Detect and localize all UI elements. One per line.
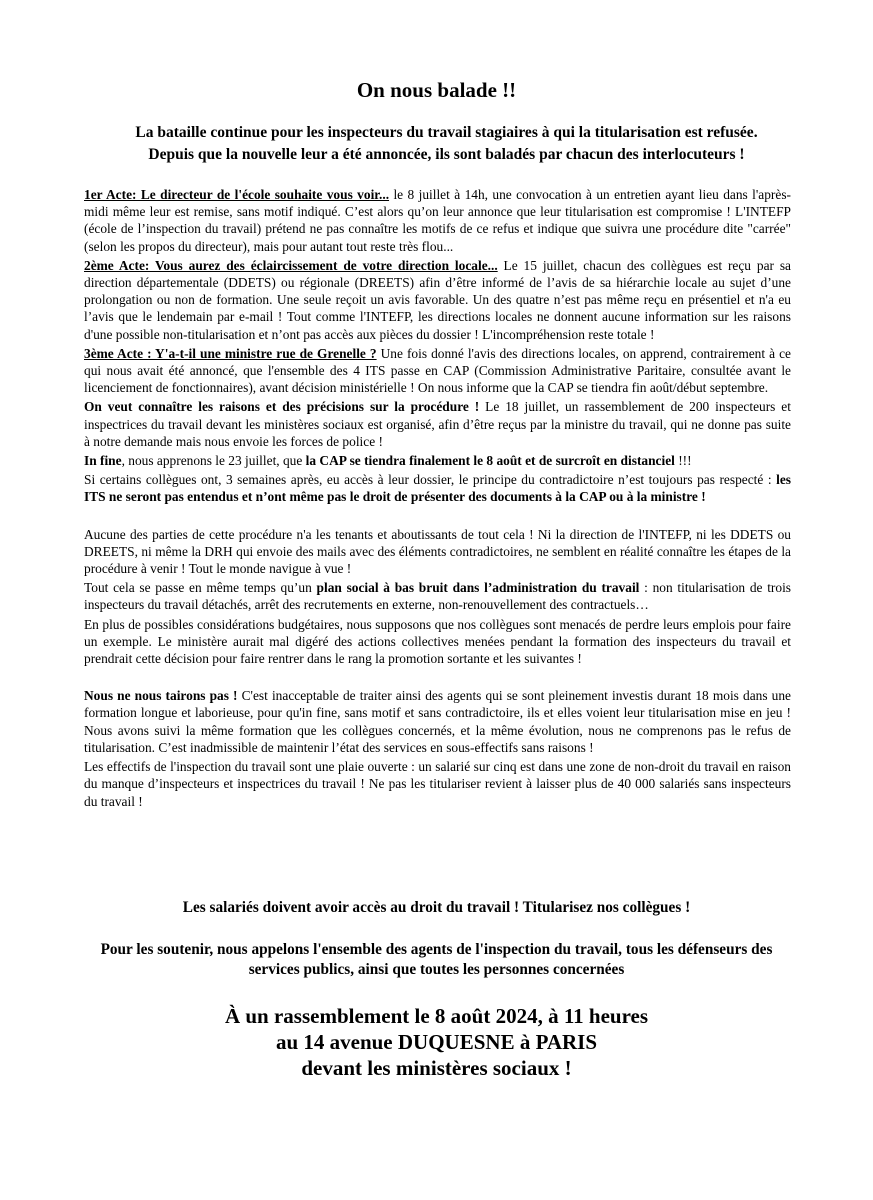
plan-bold: plan social à bas bruit dans l’administration du travail	[316, 580, 640, 596]
page-title: On nous balade !!	[356, 78, 517, 102]
act-3-heading: 3ème Acte : Y'a-t-il une ministre rue de Grenelle ?	[84, 345, 377, 361]
rally-announcement	[0, 1003, 873, 1081]
act-3-text: Une fois donné l'avis des directions locales, on apprend, contrairement à ce qui nous avait été annoncé, que l'ensemble des 4 ITS passe en CAP (Commission Administrative Paritaire, consultée avant le licenciement de fonctionnaires), avant décision ministérielle ! On nous informe que la CAP se tiendra fin août/début septembre.	[84, 345, 791, 396]
plan-paragraph	[84, 579, 791, 613]
infine-text-1: , nous apprenons le 23 juillet, que	[121, 453, 306, 469]
budget-paragraph: En plus de possibles considérations budgétaires, nous supposons que nos collègues sont menacés de perdre leurs emplois pour faire un exemple. Le ministère aurait mal digéré des actions collectives menées pendant la formation des inspecteurs du travail et prendrait cette décision pour faire rentrer dans le rang la promotion sortante et les suivantes !	[84, 616, 791, 667]
act-2-heading: 2ème Acte: Vous aurez des éclaircissement de votre direction locale...	[84, 257, 498, 273]
infine-bold-1: In fine	[84, 453, 122, 469]
infine-paragraph	[84, 452, 791, 469]
tairons-paragraph	[84, 687, 791, 756]
act-2-paragraph	[84, 257, 791, 343]
reasons-paragraph	[84, 398, 791, 450]
act-1-text: le 8 juillet à 14h, une convocation à un entretien ayant lieu dans l'après-midi même leur est remise, sans motif indiqué. C’est alors qu’on leur annonce que leur titularisation est compromise ! L'INTEFP (école de l’inspection du travail) prétend ne pas connaître les motifs de ce refus et indique que suivra une procédure dite "carrée" (selon les propos du directeur), mais pour autant tout reste très flou...	[84, 187, 791, 254]
aucune-paragraph: Aucune des parties de cette procédure n'a les tenants et aboutissants de tout cela ! Ni la direction de l'INTEFP, ni les DDETS ou DREETS, ni même la DRH qui envoie des mails avec des éléments contradictoires, ne semblent en réalité connaître les étapes de la procédure à venir ! Tout le monde navigue à vue !	[84, 526, 791, 577]
body-text	[84, 186, 791, 812]
rally-line-1: À un rassemblement le 8 août 2024, à 11 heures	[224, 1004, 649, 1028]
act-1-heading: 1er Acte: Le directeur de l'école souhaite vous voir...	[84, 187, 390, 202]
infine-text-2: !!!	[674, 453, 692, 469]
weeks-bold: les ITS ne seront pas entendus et n’ont même pas le droit de présenter des documents à la CAP ou à la ministre !	[84, 472, 791, 505]
tairons-text: C'est inacceptable de traiter ainsi des agents qui se sont pleinement investis durant 18 mois dans une formation longue et laborieuse, pour qu'in fine, sans motif et sans contradictoire, ils et elles voient leur titularisation mise en jeu ! Nous avons suivi la même formation que les collègues concernés, et la même évolution, nous ne comprenons pas le refus de titularisation. C’est inadmissible de maintenir l’état des services en sous-effectifs sans raisons !	[84, 688, 791, 755]
weeks-text: Si certains collègues ont, 3 semaines après, eu accès à leur dossier, le principe du contradictoire n’est toujours pas respecté :	[84, 472, 777, 488]
plan-text-1: Tout cela se passe en même temps qu’un	[84, 580, 317, 596]
spacer	[84, 508, 791, 526]
plan-text-2: : non titularisation de trois inspecteurs du travail détachés, arrêt des recrutements en externe, non-renouvellement des contractuels…	[84, 580, 791, 613]
spacer	[84, 669, 791, 687]
act-1-paragraph	[84, 186, 791, 255]
tairons-bold: Nous ne nous tairons pas !	[84, 688, 238, 704]
rally-line-2: au 14 avenue DUQUESNE à PARIS	[275, 1030, 598, 1054]
act-3-paragraph	[84, 345, 791, 397]
subtitle-line-1: La bataille continue pour les inspecteurs du travail stagiaires à qui la titularisation est refusée.	[135, 124, 758, 141]
effectifs-paragraph: Les effectifs de l'inspection du travail sont une plaie ouverte : un salarié sur cinq est dans une zone de non-droit du travail en raison du manque d’inspecteurs et inspectrices du travail ! Ne pas les titulariser revient à laisser plus de 40 000 salariés sans inspecteurs du travail !	[84, 759, 791, 809]
slogan-appel: Pour les soutenir, nous appelons l'ensemble des agents de l'inspection du travail, tous les défenseurs des services publics, ainsi que toutes les personnes concernées	[100, 941, 773, 978]
reasons-text: Le 18 juillet, un rassemblement de 200 inspecteurs et inspectrices du travail devant les ministères sociaux est organisé, afin d’être reçus par la ministre du travail, qui ne donne pas suite à notre demande mais nous envoie les forces de police !	[84, 399, 791, 449]
infine-bold-2: la CAP se tiendra finalement le 8 août et de surcroît en distanciel	[305, 453, 675, 469]
weeks-paragraph	[84, 471, 791, 505]
rally-line-3: devant les ministères sociaux !	[301, 1056, 572, 1080]
reasons-bold: On veut connaître les raisons et des précisions sur la procédure !	[84, 399, 480, 415]
slogan-titularisez: Les salariés doivent avoir accès au droit du travail ! Titularisez nos collègues !	[182, 899, 691, 916]
subtitle	[80, 122, 813, 166]
subtitle-line-2: Depuis que la nouvelle leur a été annoncée, ils sont baladés par chacun des interlocuteurs !	[148, 146, 745, 163]
act-2-text: Le 15 juillet, chacun des collègues est reçu par sa direction départementale (DDETS) ou régionale (DREETS) afin d’être informé de l’avis de sa hiérarchie locale au sujet d’une prolongation ou non de formation. Une seule reçoit un avis favorable. Un des quatre n’est pas même reçu en présentiel et n'a eu l’avis que le lendemain par e-mail ! Tout comme l'INTEFP, les directions locales ne donnent aucune information sur les raisons d'une possible non-titularisation et n’ont pas accès aux pièces du dossier ! L'incompréhension reste totale !	[84, 257, 791, 342]
